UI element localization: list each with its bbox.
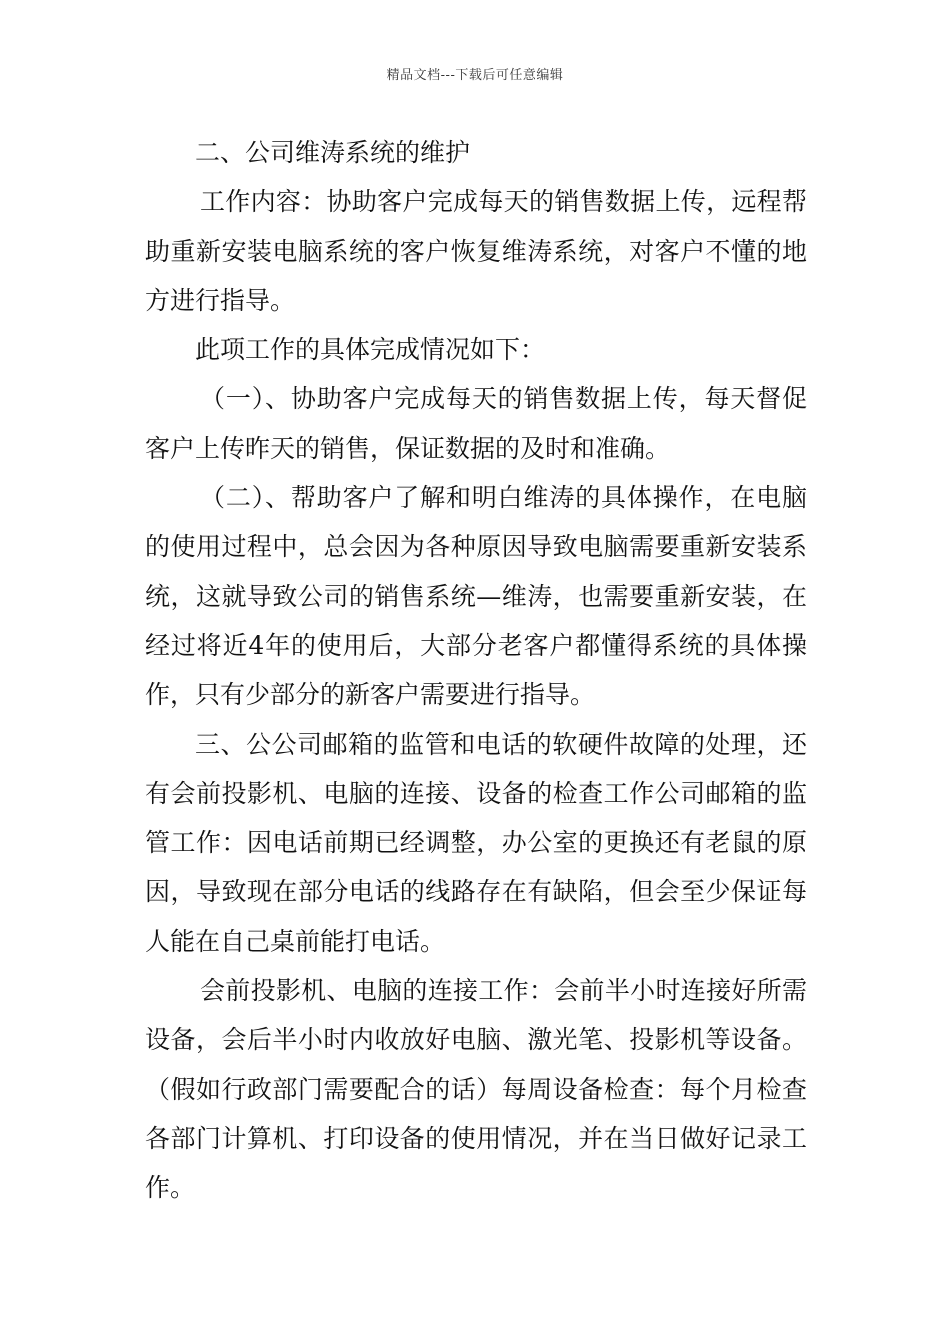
paragraph: （一）、协助客户完成每天的销售数据上传，每天督促客户上传昨天的销售，保证数据的及时和准确。 bbox=[145, 384, 807, 463]
section-heading-paragraph: 三、公公司邮箱的监管和电话的软硬件故障的处理，还有会前投影机、电脑的连接、设备的检查工作公司邮箱的监管工作：因电话前期已经调整，办公室的更换还有老鼠的原因，导致现在部分电话的线路存在有缺陷，但会至少保证每人能在自己桌前能打电话。 bbox=[145, 729, 807, 956]
page-header: 精品文档---下载后可任意编辑 bbox=[386, 68, 564, 83]
paragraph: （二）、帮助客户了解和明白维涛的具体操作，在电脑的使用过程中，总会因为各种原因导致电脑需要重新安装系统，这就导致公司的销售系统—维涛，也需要重新安装，在经过将近4年的使用后，大部分老客户都懂得系统的具体操作，只有少部分的新客户需要进行指导。 bbox=[145, 483, 807, 710]
paragraph: 此项工作的具体完成情况如下： bbox=[195, 335, 546, 365]
paragraph: 工作内容：协助客户完成每天的销售数据上传，远程帮助重新安装电脑系统的客户恢复维涛系统，对客户不懂的地方进行指导。 bbox=[145, 187, 807, 315]
section-heading: 二、公司维涛系统的维护 bbox=[195, 138, 471, 167]
paragraph: 会前投影机、电脑的连接工作：会前半小时连接好所需设备，会后半小时内收放好电脑、激光笔、投影机等设备。（假如行政部门需要配合的话）每周设备检查：每个月检查各部门计算机、打印设备的使用情况，并在当日做好记录工作。 bbox=[145, 976, 807, 1203]
document-body bbox=[145, 128, 807, 1213]
